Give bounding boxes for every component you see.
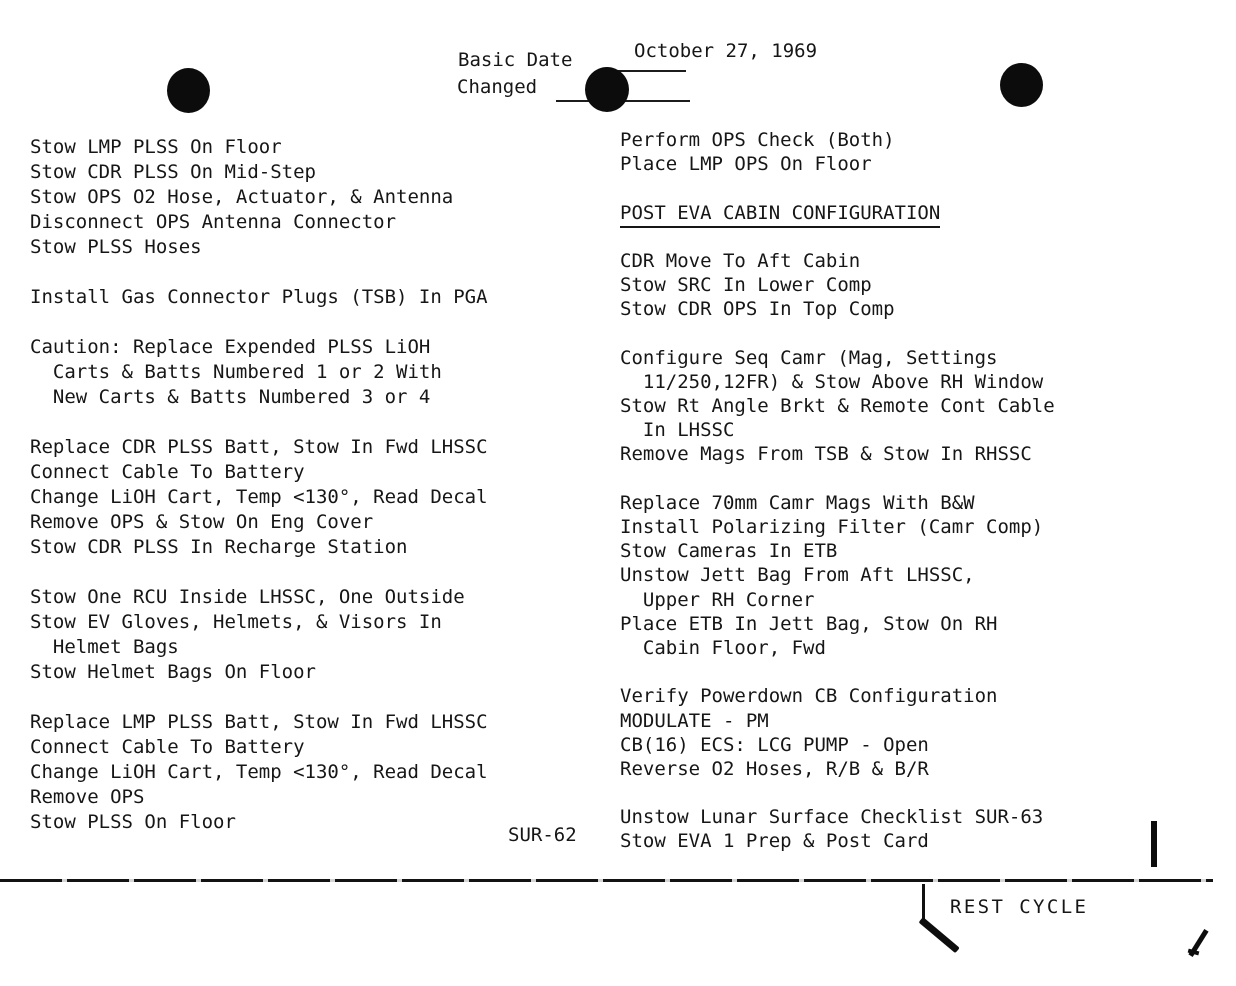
checklist-line-row [30, 560, 488, 585]
checklist-line: Install Gas Connector Plugs (TSB) In PGA [30, 286, 488, 308]
checklist-line: Reverse O2 Hoses, R/B & B/R [620, 757, 929, 780]
checklist-line: Connect Cable To Battery [30, 736, 305, 758]
checklist-line-row [30, 735, 488, 760]
checklist-line-row [620, 273, 1055, 297]
checklist-line-row [30, 535, 488, 560]
checklist-line-row [620, 297, 1055, 321]
checklist-line: Remove OPS & Stow On Eng Cover [30, 511, 374, 533]
checklist-line-row [30, 660, 488, 685]
checklist-line: New Carts & Batts Numbered 3 or 4 [30, 386, 431, 408]
checklist-line-row [620, 709, 1055, 733]
checklist-line: Stow LMP PLSS On Floor [30, 136, 282, 158]
punch-hole-left-icon [167, 68, 210, 113]
checklist-line: Helmet Bags [30, 636, 179, 658]
checklist-line-row [620, 781, 1055, 805]
checklist-line-row [30, 310, 488, 335]
page-number: SUR-62 [508, 824, 577, 846]
checklist-line: Configure Seq Camr (Mag, Settings [620, 346, 998, 369]
checklist-line-row [620, 249, 1055, 273]
checklist-line-row [30, 410, 488, 435]
checklist-line: Carts & Batts Numbered 1 or 2 With [30, 361, 442, 383]
checklist-line: CDR Move To Aft Cabin [620, 249, 861, 272]
checklist-line: Remove Mags From TSB & Stow In RHSSC [620, 443, 1032, 466]
checklist-line-row [620, 829, 1055, 853]
checklist-line: Install Polarizing Filter (Camr Comp) [620, 516, 1044, 538]
checklist-line: Stow Rt Angle Brkt & Remote Cont Cable [620, 395, 1055, 418]
rest-cycle-label: REST CYCLE [950, 896, 1089, 918]
checklist-line: Change LiOH Cart, Temp <130°, Read Decal [30, 486, 488, 508]
changed-label: Changed [457, 76, 538, 98]
checklist-line: Stow SRC In Lower Comp [620, 274, 872, 297]
checklist-line-row [620, 176, 1055, 200]
checklist-line-row [30, 360, 488, 385]
margin-tick-mark [1151, 821, 1157, 867]
checklist-line-row [620, 660, 1055, 684]
checklist-line-row [620, 684, 1055, 708]
checklist-line-row [30, 460, 488, 485]
checklist-line: Disconnect OPS Antenna Connector [30, 211, 397, 233]
checklist-line: Stow Helmet Bags On Floor [30, 661, 316, 683]
basic-date-value: October 27, 1969 [634, 40, 818, 62]
checklist-line: Stow PLSS On Floor [30, 811, 236, 833]
basic-date-label: Basic Date [458, 49, 573, 71]
checklist-line-row [620, 128, 1055, 152]
punch-hole-center-icon [585, 67, 629, 112]
punch-hole-right-icon [1000, 63, 1043, 107]
checklist-line-row [620, 442, 1055, 466]
divider-line [0, 879, 1213, 882]
checklist-line: Stow EV Gloves, Helmets, & Visors In [30, 611, 442, 633]
checklist-line-row [620, 394, 1055, 418]
checklist-line-row [620, 733, 1055, 757]
checklist-line: Stow OPS O2 Hose, Actuator, & Antenna [30, 186, 454, 208]
checklist-line: Unstow Jett Bag From Aft LHSSC, [620, 564, 975, 587]
checklist-line: Stow Cameras In ETB [620, 540, 838, 563]
rest-cycle-arrow-mark [919, 917, 960, 953]
checklist-line: Unstow Lunar Surface Checklist SUR-63 [620, 806, 1044, 829]
checklist-line: Cabin Floor, Fwd [620, 636, 826, 659]
checklist-line-row [620, 515, 1055, 539]
checklist-line-row [30, 135, 488, 160]
checklist-line-row [30, 485, 488, 510]
checklist-line-row [30, 785, 488, 810]
checklist-line-row [30, 710, 488, 735]
checklist-line-row [620, 588, 1055, 612]
checklist-line: Upper RH Corner [620, 588, 815, 611]
checklist-line-row [30, 260, 488, 285]
rest-cycle-tick-mark [922, 884, 925, 921]
right-column [620, 128, 1055, 854]
checklist-line: Place ETB In Jett Bag, Stow On RH [620, 612, 998, 635]
checklist-line-row [30, 610, 488, 635]
checklist-line-row [30, 335, 488, 360]
checklist-line: Place LMP OPS On Floor [620, 153, 872, 176]
checklist-line-row [620, 201, 1055, 225]
checklist-line-row [620, 563, 1055, 587]
checklist-line-row [30, 585, 488, 610]
checklist-line: Stow EVA 1 Prep & Post Card [620, 830, 929, 853]
checklist-line: Stow CDR OPS In Top Comp [620, 298, 895, 321]
checklist-line: Replace CDR PLSS Batt, Stow In Fwd LHSSC [30, 436, 488, 458]
checklist-line: Replace LMP PLSS Batt, Stow In Fwd LHSSC [30, 711, 488, 733]
checklist-line-row [620, 152, 1055, 176]
checklist-line: In LHSSC [620, 419, 735, 442]
checklist-line: Caution: Replace Expended PLSS LiOH [30, 336, 431, 358]
checklist-line-row [30, 435, 488, 460]
checklist-line: Replace 70mm Camr Mags With B&W [620, 491, 975, 514]
checklist-line-row [30, 760, 488, 785]
checklist-line-row [30, 385, 488, 410]
checklist-line-row [30, 285, 488, 310]
checklist-line-row [620, 636, 1055, 660]
checklist-line-row [620, 757, 1055, 781]
checklist-line-row [620, 322, 1055, 346]
checklist-line-row [30, 210, 488, 235]
checklist-line-row [30, 510, 488, 535]
checklist-line: Verify Powerdown CB Configuration [620, 685, 998, 708]
checklist-line-row [620, 370, 1055, 394]
checklist-line-row [30, 235, 488, 260]
checklist-line-row [620, 539, 1055, 563]
checklist-line-row [620, 805, 1055, 829]
checklist-line-row [620, 467, 1055, 491]
checklist-line-row [620, 346, 1055, 370]
checklist-line: Stow CDR PLSS On Mid-Step [30, 161, 316, 183]
checklist-line-row [30, 685, 488, 710]
checklist-line: Connect Cable To Battery [30, 461, 305, 483]
checklist-line: MODULATE - PM [620, 709, 769, 732]
checklist-line-row [30, 635, 488, 660]
checklist-line-row [620, 491, 1055, 515]
checklist-line-row [620, 225, 1055, 249]
checklist-line: Remove OPS [30, 786, 145, 808]
left-column [30, 135, 488, 835]
section-heading: POST EVA CABIN CONFIGURATION [620, 201, 940, 228]
checklist-line: Change LiOH Cart, Temp <130°, Read Decal [30, 761, 488, 783]
checklist-line-row [30, 810, 488, 835]
checklist-line: Perform OPS Check (Both) [620, 129, 895, 151]
checklist-line-row [620, 612, 1055, 636]
checklist-line: Stow CDR PLSS In Recharge Station [30, 536, 408, 558]
checklist-line-row [30, 160, 488, 185]
checklist-line-row [30, 185, 488, 210]
checklist-line: 11/250,12FR) & Stow Above RH Window [620, 370, 1044, 393]
checklist-line: Stow PLSS Hoses [30, 236, 202, 258]
checklist-line-row [620, 418, 1055, 442]
checklist-line: Stow One RCU Inside LHSSC, One Outside [30, 586, 465, 608]
checklist-line: CB(16) ECS: LCG PUMP - Open [620, 733, 929, 756]
